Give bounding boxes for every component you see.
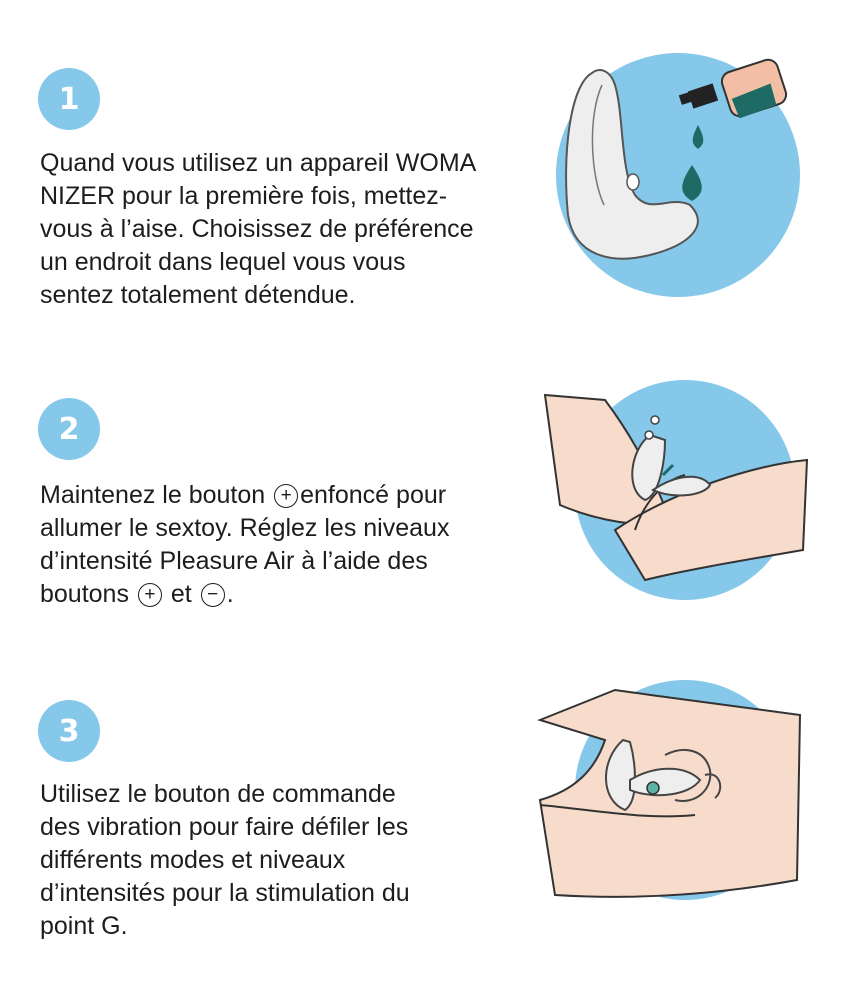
step-3-text: Utilisez le bouton de commande des vibration pour faire défiler les différents modes et niveaux d’intensités pour la stimulation du point G. (40, 780, 410, 940)
plus-button-icon: + (274, 484, 298, 508)
minus-button-icon: − (201, 583, 225, 607)
step-1-badge: 1 (38, 68, 100, 130)
step-2-illustration (535, 380, 815, 610)
step-1-text: Quand vous utilisez un appareil WOMA NIZER pour la première fois, mettez- vous à l’aise. Choisissez de préférence un endroit dans lequel vous vous sentez totalement détendue. (40, 149, 477, 309)
step-3-illustration (535, 680, 815, 910)
step-3-badge: 3 (38, 700, 100, 762)
step-2-text: Maintenez le bouton + enfoncé pour allumer le sextoy. Réglez les niveaux d’intensité Pleasure Air à l’aide des boutons + et − . (40, 481, 450, 608)
plus-button-icon-2: + (138, 583, 162, 607)
step-2-badge: 2 (38, 398, 100, 460)
step-1-illustration (540, 45, 810, 305)
